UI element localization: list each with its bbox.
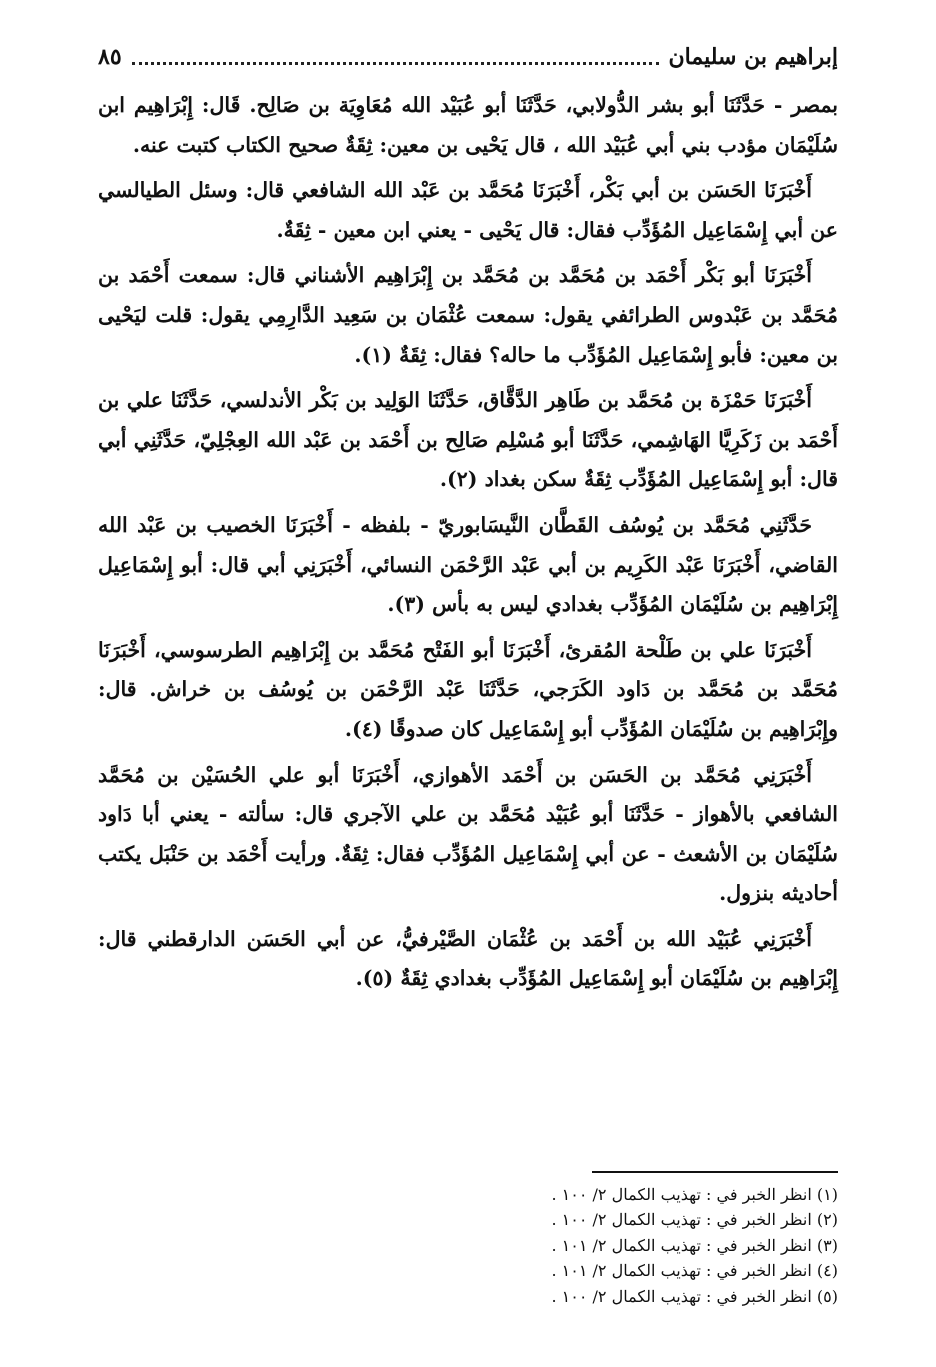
footnote-3: (٣) انظر الخبر في : تهذيب الكمال ٢/ ١٠١ . xyxy=(551,1235,838,1255)
paragraph-7: أَخْبَرَنِي مُحَمَّد بن الحَسَن بن أَحْمَد الأهوازي، أَخْبَرَنَا أبو علي الحُسَيْن بن مُحَمَّد الشافعي بالأهواز - حَدَّثَنَا أبو عُبَيْد مُحَمَّد بن علي الآجري قال: سألته - يعني أبا دَاود سُلَيْمَان بن الأشعث - عن أبي إِسْمَاعِيل المُؤَدِّب فقال: ثِقَةٌ. ورأيت أَحْمَد بن حَنْبَل يكتب أحاديثه بنزول. xyxy=(98,762,838,906)
footnote-5: (٥) انظر الخبر في : تهذيب الكمال ٢/ ١٠٠ . xyxy=(551,1286,838,1306)
running-title: إبراهيم بن سليمان xyxy=(668,44,838,70)
paragraph-1: بمصر - حَدَّثَنَا أبو بشر الدُّولابي، حَدَّثَنَا أبو عُبَيْد الله مُعَاوِيَة بن صَالِح. قَال: إِبْرَاهِيم ابن سُلَيْمَان مؤدب بني أبي عُبَيْد الله ، قال يَحْيى بن معين: ثِقَةٌ صحيح الكتاب كتبت عنه. xyxy=(98,93,838,157)
footnote-separator xyxy=(592,1171,838,1173)
main-text xyxy=(98,86,838,1005)
paragraph-5: حَدَّثَنِي مُحَمَّد بن يُوسُف القَطَّان النَّيسَابوريّ - بلفظه - أَخْبَرَنَا الخصيب بن عَبْد الله القاضي، أَخْبَرَنَا عَبْد الكَرِيم بن أبي عَبْد الرَّحْمَن النسائي، أَخْبَرَنِي أبي قال: أبو إِسْمَاعِيل إِبْرَاهِيم بن سُلَيْمَان المُؤَدِّب بغدادي ليس به بأس (٣). xyxy=(98,512,838,617)
page-number: ٨٥ xyxy=(98,44,122,70)
dotted-leader xyxy=(132,62,659,65)
footnotes xyxy=(418,1182,838,1309)
paragraph-2: أَخْبَرَنَا الحَسَن بن أبي بَكْر، أَخْبَرَنَا مُحَمَّد بن عَبْد الله الشافعي قال: وسئل الطيالسي عن أبي إِسْمَاعِيل المُؤَدِّب فقال: قال يَحْيى - يعني ابن معين - ثِقَةٌ. xyxy=(98,178,838,242)
paragraph-6: أَخْبَرَنَا علي بن طَلْحة المُقرئ، أَخْبَرَنَا أبو الفَتْح مُحَمَّد بن إِبْرَاهِيم الطرسوسي، أَخْبَرَنَا مُحَمَّد بن مُحَمَّد بن دَاود الكَرَجي، حَدَّثَنَا عَبْد الرَّحْمَن بن يُوسُف بن خراش. قال: وإِبْرَاهِيم بن سُلَيْمَان المُؤَدِّب أبو إِسْمَاعِيل كان صدوقًا (٤). xyxy=(98,637,838,741)
footnote-1: (١) انظر الخبر في : تهذيب الكمال ٢/ ١٠٠ . xyxy=(551,1185,838,1204)
paragraph-8: أَخْبَرَنِي عُبَيْد الله بن أَحْمَد بن عُثْمَان الصَّيْرفيُّ، عن أبي الحَسَن الدارقطني قال: إِبْرَاهِيم بن سُلَيْمَان أبو إِسْمَاعِيل المُؤَدِّب بغدادي ثِقَةٌ (٥). xyxy=(98,926,838,991)
running-header xyxy=(98,40,838,74)
paragraph-3: أَخْبَرَنَا أبو بَكْر أَحْمَد بن مُحَمَّد بن مُحَمَّد بن إِبْرَاهِيم الأشناني قال: سمعت أَحْمَد بن مُحَمَّد بن عَبْدوس الطرائفي يقول: سمعت عُثْمَان بن سَعِيد الدَّارِمِي يقول: قلت ليَحْيى بن معين: فأبو إِسْمَاعِيل المُؤَدِّب ما حاله؟ فقال: ثِقَةٌ (١). xyxy=(98,263,838,367)
footnote-2: (٢) انظر الخبر في : تهذيب الكمال ٢/ ١٠٠ . xyxy=(551,1210,838,1230)
footnote-4: (٤) انظر الخبر في : تهذيب الكمال ٢/ ١٠١ . xyxy=(551,1261,838,1281)
paragraph-4: أَخْبَرَنَا حَمْزَة بن مُحَمَّد بن طَاهِر الدَّقَّاق، حَدَّثَنَا الوَلِيد بن بَكْر الأندلسي، حَدَّثَنَا علي بن أَحْمَد بن زَكَرِيَّا الهَاشِمي، حَدَّثَنَا أبو مُسْلِم صَالِح بن أَحْمَد بن عَبْد الله العِجْلِيّ، حَدَّثَنِي أبي قال: أبو إِسْمَاعِيل المُؤَدِّب ثِقَةٌ سكن بغداد (٢). xyxy=(98,388,838,492)
